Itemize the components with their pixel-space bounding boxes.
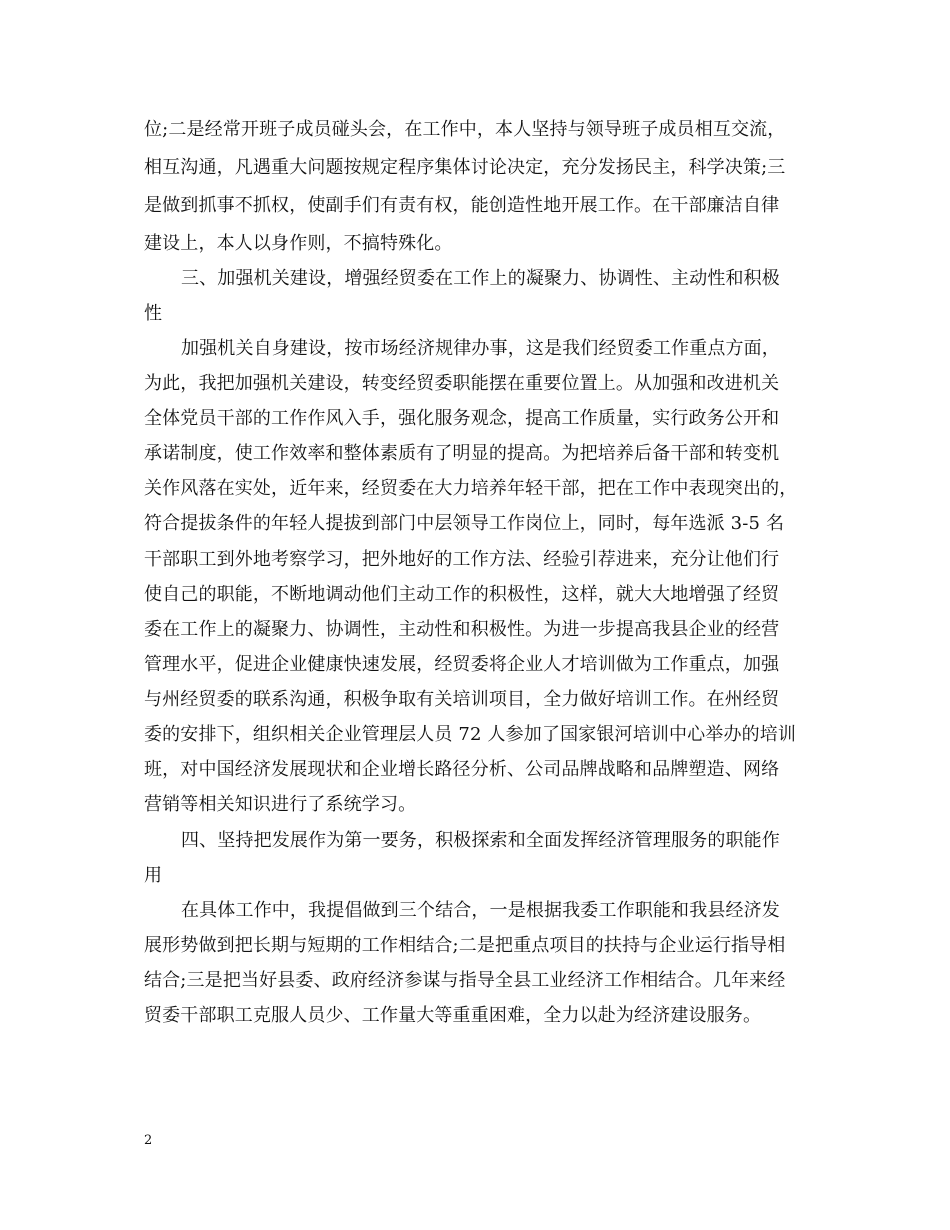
- text-line: 位;二是经常开班子成员碰头会，在工作中，本人坚持与领导班子成员相互交流，: [144, 119, 786, 140]
- text-line: 是做到抓事不抓权，使副手们有责有权，能创造性地开展工作。在干部廉洁自律: [144, 195, 780, 216]
- text-line: 全体党员干部的工作作风入手，强化服务观念，提高工作质量，实行政务公开和: [144, 408, 780, 429]
- text-line: 干部职工到外地考察学习，把外地好的工作方法、经验引荐进来，充分让他们行: [144, 549, 780, 570]
- text-line: 委的安排下，组织相关企业管理层人员 72 人参加了国家银河培训中心举办的培训: [144, 724, 797, 745]
- text-line: 结合;三是把当好县委、政府经济参谋与指导全县工业经济工作相结合。几年来经: [144, 970, 786, 991]
- text-line: 营销等相关知识进行了系统学习。: [144, 794, 417, 815]
- section-heading-3: 三、加强机关建设，增强经贸委在工作上的凝聚力、协调性、主动性和积极: [181, 268, 780, 289]
- section-heading-3-continued: 性: [144, 303, 163, 324]
- text-line: 班，对中国经济发展现状和企业增长路径分析、公司品牌战略和品牌塑造、网络: [144, 759, 780, 780]
- paragraph-first-line: 加强机关自身建设，按市场经济规律办事，这是我们经贸委工作重点方面，: [181, 338, 780, 359]
- text-line: 与州经贸委的联系沟通，积极争取有关培训项目，全力做好培训工作。在州经贸: [144, 689, 780, 710]
- text-line: 管理水平，促进企业健康快速发展，经贸委将企业人才培训做为工作重点，加强: [144, 654, 780, 675]
- text-line: 展形势做到把长期与短期的工作相结合;二是把重点项目的扶持与企业运行指导相: [144, 935, 786, 956]
- text-line: 使自己的职能，不断地调动他们主动工作的积极性，这样，就大大地增强了经贸: [144, 584, 780, 605]
- text-line: 符合提拔条件的年轻人提拔到部门中层领导工作岗位上，同时，每年选派 3-5 名: [144, 513, 785, 534]
- text-line: 为此，我把加强机关建设，转变经贸委职能摆在重要位置上。从加强和改进机关: [144, 373, 780, 394]
- text-line: 承诺制度，使工作效率和整体素质有了明显的提高。为把培养后备干部和转变机: [144, 443, 780, 464]
- text-line: 委在工作上的凝聚力、协调性，主动性和积极性。为进一步提高我县企业的经营: [144, 619, 780, 640]
- page-number: 2: [144, 1133, 153, 1148]
- text-line: 关作风落在实处，近年来，经贸委在大力培养年轻干部，把在工作中表现突出的，: [144, 478, 798, 499]
- paragraph-first-line: 在具体工作中，我提倡做到三个结合，一是根据我委工作职能和我县经济发: [181, 900, 780, 921]
- text-line: 贸委干部职工克服人员少、工作量大等重重困难，全力以赴为经济建设服务。: [144, 1005, 762, 1026]
- section-heading-4-continued: 用: [144, 865, 163, 886]
- text-line: 相互沟通，凡遇重大问题按规定程序集体讨论决定，充分发扬民主，科学决策;三: [144, 157, 786, 178]
- section-heading-4: 四、坚持把发展作为第一要务，积极探索和全面发挥经济管理服务的职能作: [181, 830, 780, 851]
- text-line: 建设上，本人以身作则，不搞特殊化。: [144, 233, 453, 254]
